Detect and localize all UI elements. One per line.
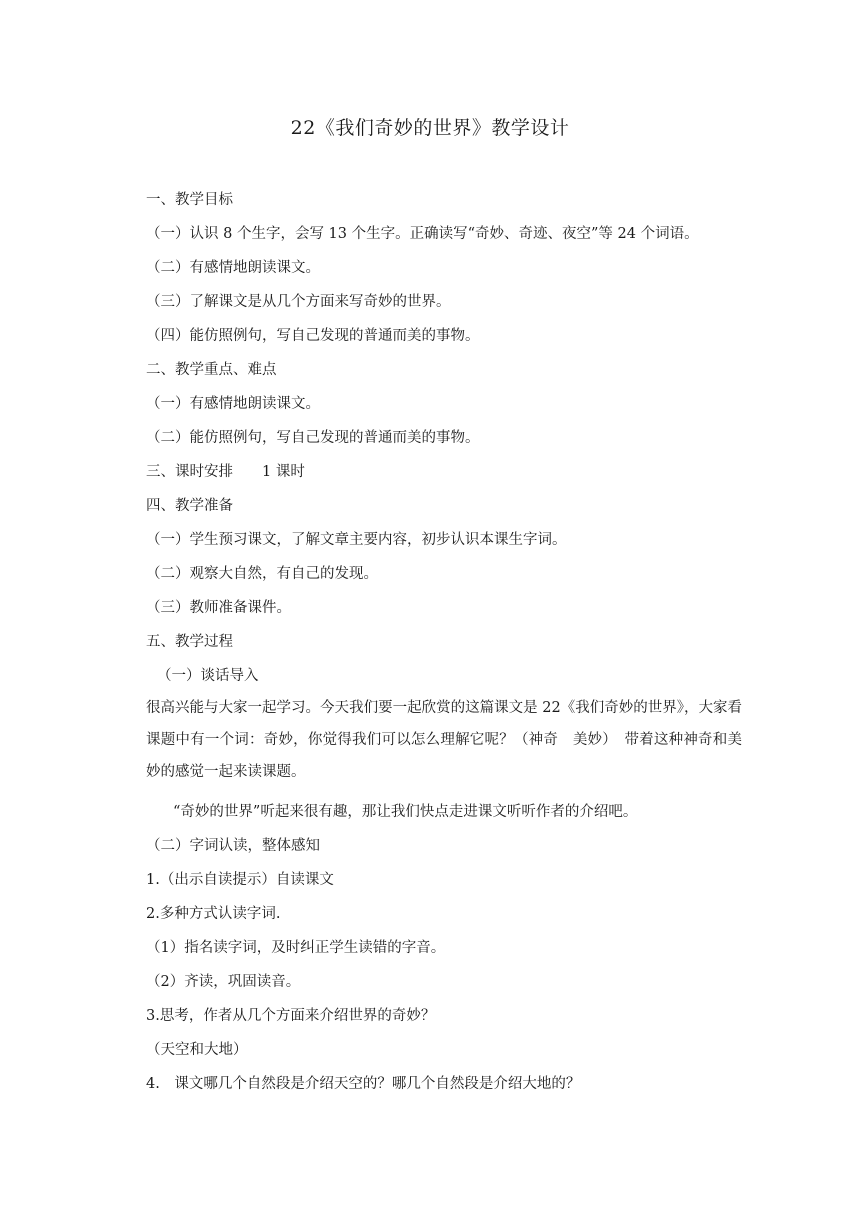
intro-paragraph: 很高兴能与大家一起学习。今天我们要一起欣赏的这篇课文是 22《我们奇妙的世界》，大家看课题中有一个词：奇妙，你觉得我们可以怎么理解它呢？（神奇 美妙） 带着这种神奇和美妙的感觉一起来读课题。 xyxy=(146,700,742,780)
preparation-item-1: （一）学生预习课文，了解文章主要内容，初步认识本课生字词。 xyxy=(146,532,567,548)
heading-class-schedule: 三、课时安排 1 课时 xyxy=(146,464,305,480)
step-2-item-2: 2.多种方式认读字词. xyxy=(146,906,281,922)
heading-preparation: 四、教学准备 xyxy=(146,498,233,514)
heading-key-points: 二、教学重点、难点 xyxy=(146,362,277,378)
document-title: 22《我们奇妙的世界》教学设计 xyxy=(290,117,570,139)
heading-teaching-process: 五、教学过程 xyxy=(146,634,233,650)
key-point-2: （二）能仿照例句，写自己发现的普通而美的事物。 xyxy=(146,430,480,446)
goal-item-1: （一）认识 8 个生字，会写 13 个生字。正确读写“奇妙、奇迹、夜空”等 24 个词语。 xyxy=(146,226,699,242)
goal-item-2: （二）有感情地朗读课文。 xyxy=(146,260,320,276)
preparation-item-2: （二）观察大自然，有自己的发现。 xyxy=(146,566,378,582)
step-2-item-1: 1.（出示自读提示）自读课文 xyxy=(146,872,334,888)
preparation-item-3: （三）教师准备课件。 xyxy=(146,600,291,616)
step-2-sub-item-2: （2）齐读，巩固读音。 xyxy=(146,974,301,990)
goal-item-4: （四）能仿照例句，写自己发现的普通而美的事物。 xyxy=(146,328,480,344)
goal-item-3: （三）了解课文是从几个方面来写奇妙的世界。 xyxy=(146,294,451,310)
step-2-item-4: 4. 课文哪几个自然段是介绍天空的？哪几个自然段是介绍大地的？ xyxy=(146,1076,581,1092)
step-2-item-3-answer: （天空和大地） xyxy=(146,1042,248,1058)
step-2-sub-item-1: （1）指名读字词，及时纠正学生读错的字音。 xyxy=(146,940,446,956)
process-step-1-title: （一）谈话导入 xyxy=(157,668,259,684)
heading-teaching-goals: 一、教学目标 xyxy=(146,192,233,208)
intro-follow-up: “奇妙的世界”听起来很有趣，那让我们快点走进课文听听作者的介绍吧。 xyxy=(173,804,638,820)
process-step-2-title: （二）字词认读，整体感知 xyxy=(146,838,320,854)
step-2-item-3: 3.思考，作者从几个方面来介绍世界的奇妙？ xyxy=(146,1008,436,1024)
key-point-1: （一）有感情地朗读课文。 xyxy=(146,396,320,412)
